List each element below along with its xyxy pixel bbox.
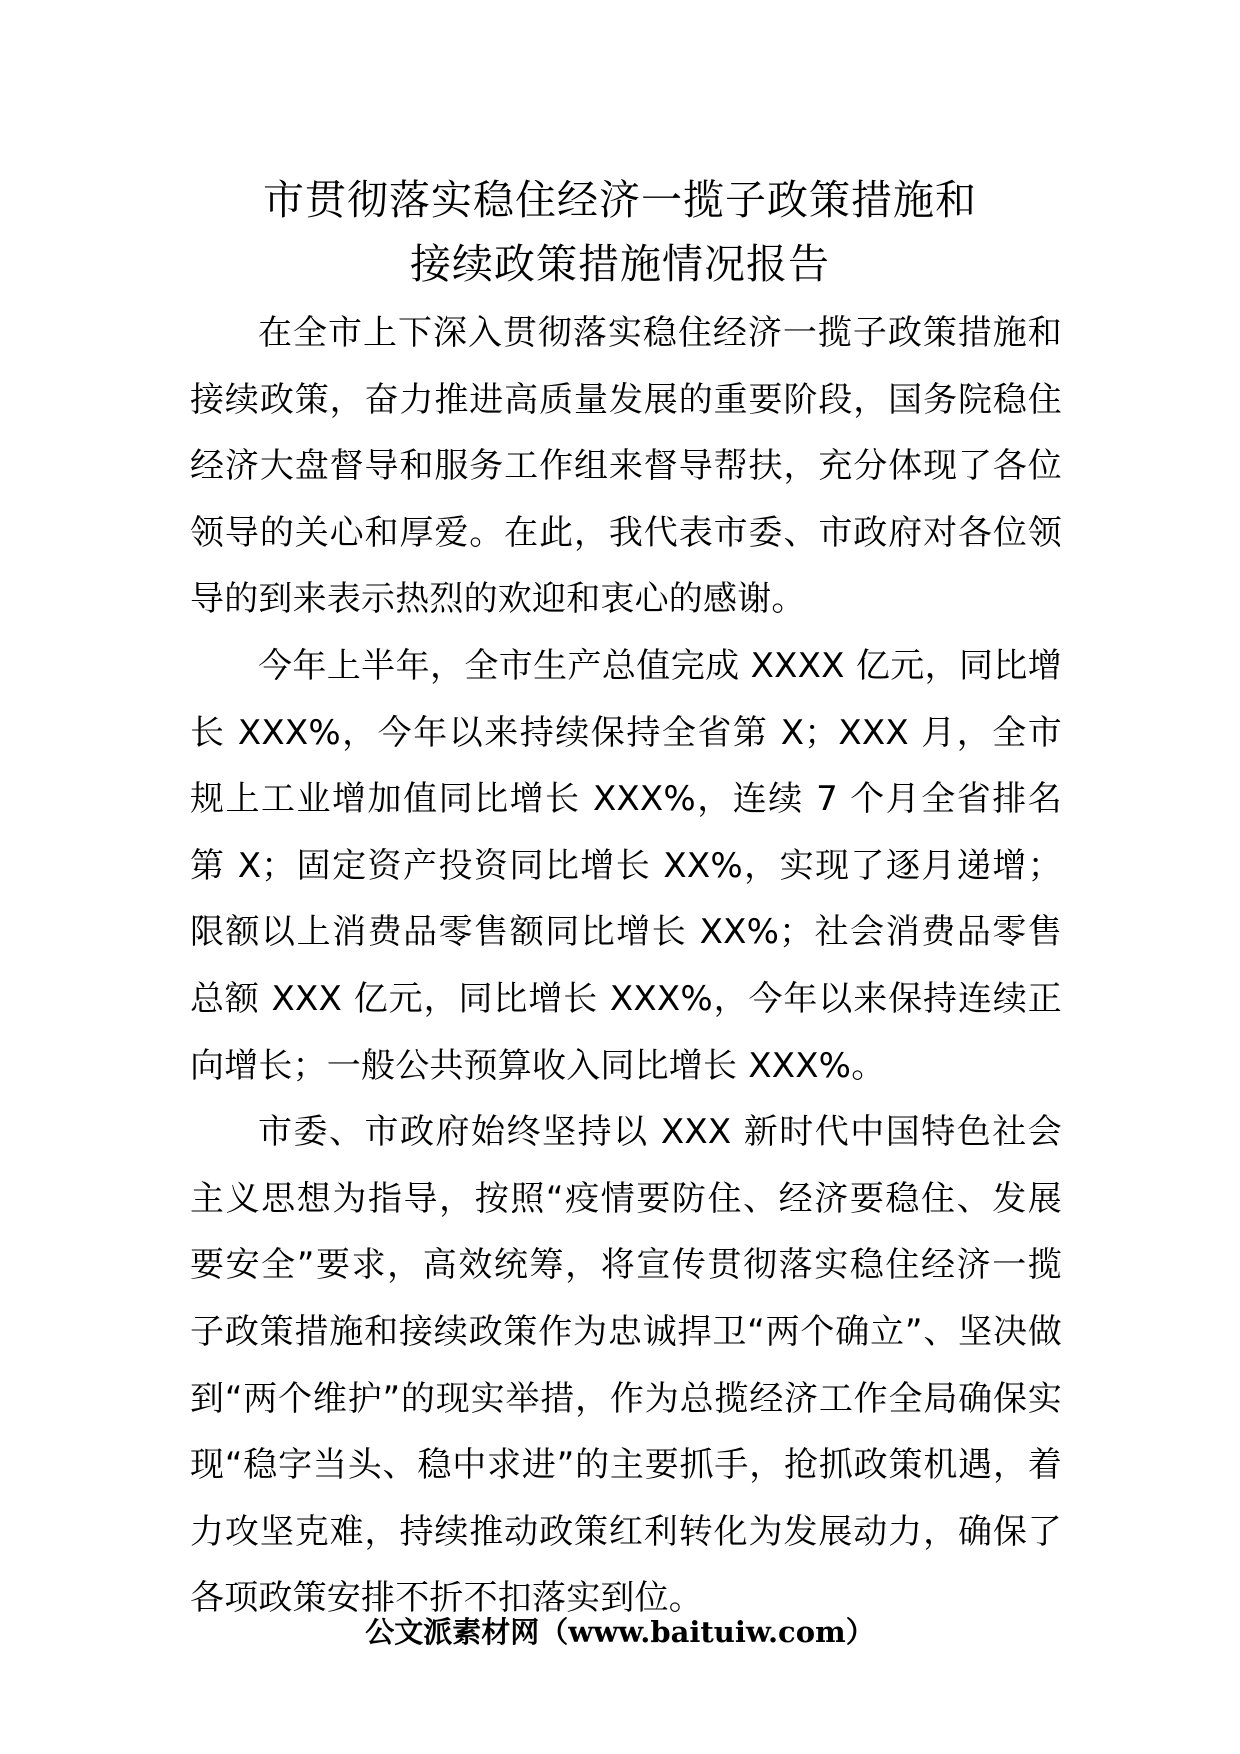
document-title-line-2: 接续政策措施情况报告 bbox=[410, 240, 830, 288]
paragraph-1: 在全市上下深入贯彻落实稳住经济一揽子政策措施和接续政策，奋力推进高质量发展的重要阶段，国务院稳住经济大盘督导和服务工作组来督导帮扶，充分体现了各位领导的关心和厚爱。在此，我代表市委、市政府对各位领导的到来表示热烈的欢迎和衷心的感谢。 bbox=[190, 313, 1062, 620]
paragraph-2: 今年上半年，全市生产总值完成 XXXX 亿元，同比增长 XXX%，今年以来持续保持全省第 X；XXX 月，全市规上工业增加值同比增长 XXX%，连续 7 个月全省排名第 X；固定资产投资同比增长 XX%，实现了逐月递增；限额以上消费品零售额同比增长 XX%；社会消费品零售总额 XXX 亿元，同比增长 XXX%，今年以来保持连续正向增长；一般公共预算收入同比增长 XXX%。 bbox=[190, 645, 1062, 1086]
paragraph-3: 市委、市政府始终坚持以 XXX 新时代中国特色社会主义思想为指导，按照“疫情要防住、经济要稳住、发展要安全”要求，高效统筹，将宣传贯彻落实稳住经济一揽子政策措施和接续政策作为忠诚捍卫“两个确立”、坚决做到“两个维护”的现实举措，作为总揽经济工作全局确保实现“稳字当头、稳中求进”的主要抓手，抢抓政策机遇，着力攻坚克难，持续推动政策红利转化为发展动力，确保了各项政策安排不折不扣落实到位。 bbox=[190, 1112, 1062, 1619]
footer-source-note: 公文派素材网（www.baituiw.com） bbox=[365, 1615, 875, 1649]
document-title-line-1: 市贯彻落实稳住经济一揽子政策措施和 bbox=[263, 176, 977, 224]
document-body bbox=[190, 300, 1062, 1632]
